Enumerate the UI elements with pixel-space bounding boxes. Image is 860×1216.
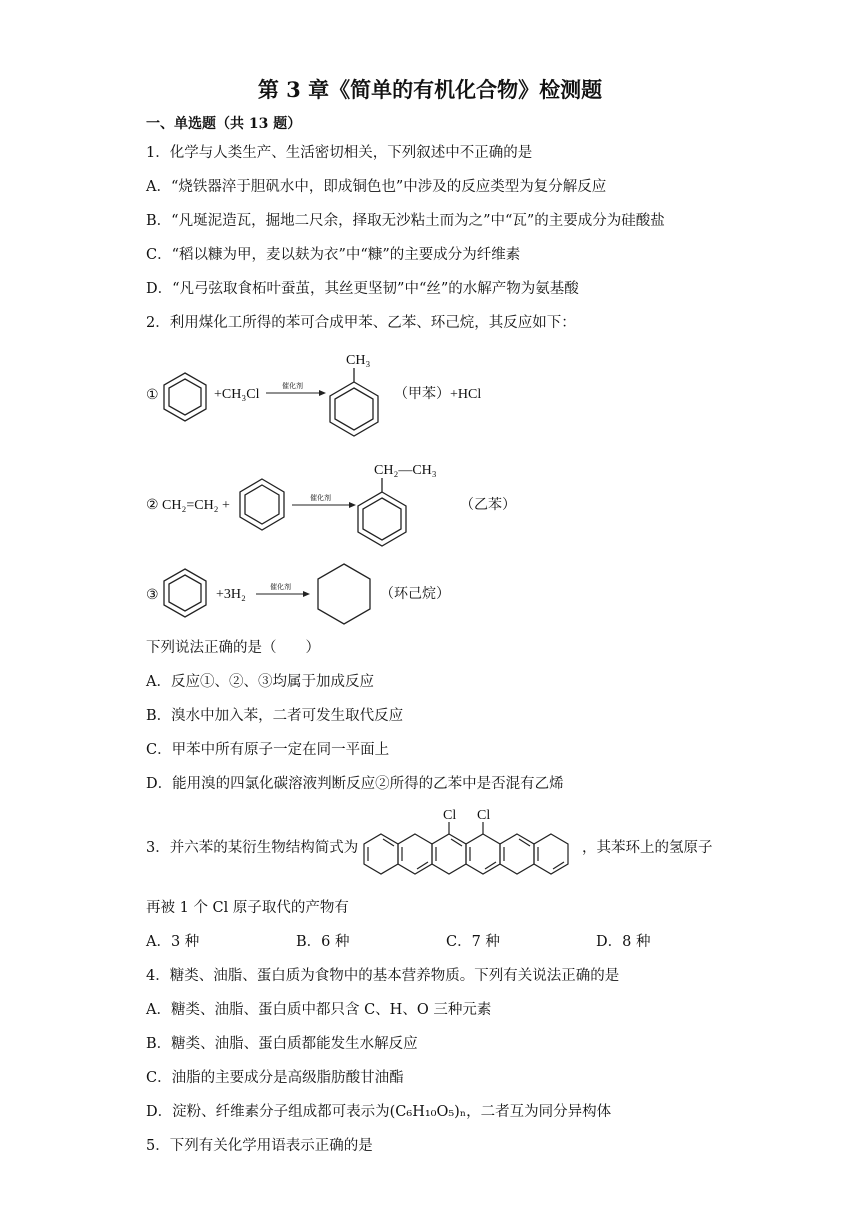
reaction-3-reagent: +3H₂ <box>216 587 246 602</box>
catalyst-label: 催化剂 <box>270 583 291 591</box>
q4-option-b: B．糖类、油脂、蛋白质都能发生水解反应 <box>146 1036 418 1052</box>
q3-stem-part2: ，其苯环上的氢原子 <box>582 840 713 856</box>
q2-option-d: D．能用溴的四氯化碳溶液判断反应②所得的乙苯中是否混有乙烯 <box>146 776 564 792</box>
page-title: 第 3 章《简单的有机化合物》检测题 <box>257 77 603 102</box>
q4-option-c: C．油脂的主要成分是高级脂肪酸甘油酯 <box>146 1070 404 1086</box>
q3-option-a: A．3 种 <box>146 934 200 950</box>
reaction-3-product: （环己烷） <box>380 587 450 602</box>
q4-stem: 4．糖类、油脂、蛋白质为食物中的基本营养物质。下列有关说法正确的是 <box>146 968 620 984</box>
benzene-ring-icon <box>164 373 206 421</box>
q1-option-b: B．“凡埏泥造瓦，掘地二尺余，择取无沙粘土而为之”中“瓦”的主要成分为硅酸盐 <box>146 213 665 229</box>
catalyst-label: 催化剂 <box>282 382 303 390</box>
benzene-ring-icon <box>164 569 206 617</box>
q5-stem: 5．下列有关化学用语表示正确的是 <box>146 1138 373 1154</box>
reaction-1-number: ① <box>146 388 159 403</box>
hexacene-derivative-structure <box>360 806 580 878</box>
cyclohexane-ring-icon <box>318 564 370 624</box>
q2-option-a: A．反应①、②、③均属于加成反应 <box>146 674 374 690</box>
section-heading: 一、单选题（共 13 题） <box>146 116 302 132</box>
chlorine-label: Cl <box>443 808 457 823</box>
reaction-3 <box>146 564 450 624</box>
q2-option-c: C．甲苯中所有原子一定在同一平面上 <box>146 742 390 758</box>
catalyst-label: 催化剂 <box>310 494 331 502</box>
q1-option-d: D．“凡弓弦取食柘叶蚕茧，其丝更坚韧”中“丝”的水解产物为氨基酸 <box>146 281 579 297</box>
q1-stem: 1．化学与人类生产、生活密切相关，下列叙述中不正确的是 <box>146 145 533 161</box>
q3-option-b: B．6 种 <box>296 934 350 950</box>
reaction-1-product: （甲苯）+HCl <box>394 387 482 402</box>
reaction-2-reagent: CH₂=CH₂ + <box>162 498 230 513</box>
chlorine-label: Cl <box>477 808 491 823</box>
benzene-ring-icon <box>240 479 284 530</box>
q1-option-a: A．“烧铁器淬于胆矾水中，即成铜色也”中涉及的反应类型为复分解反应 <box>146 179 607 195</box>
q3-option-c: C．7 种 <box>446 934 500 950</box>
q3-stem-part1: 3．并六苯的某衍生物结构简式为 <box>146 840 359 856</box>
q2-question: 下列说法正确的是（ ） <box>146 640 320 656</box>
q1-option-c: C．“稻以糠为甲，麦以麸为衣”中“糠”的主要成分为纤维素 <box>146 247 521 263</box>
reaction-1-reagent: +CH₃Cl <box>214 387 260 402</box>
q3-stem-part3: 再被 1 个 Cl 原子取代的产物有 <box>146 900 349 916</box>
ethyl-chain: CH₂—CH₃ <box>374 463 437 478</box>
toluene-ring-icon <box>330 382 378 436</box>
reaction-2-product: （乙苯） <box>460 498 516 513</box>
ethylbenzene-ring-icon <box>358 492 406 546</box>
q2-reaction-schemes <box>0 340 860 635</box>
q2-option-b: B．溴水中加入苯，二者可发生取代反应 <box>146 708 404 724</box>
reaction-3-number: ③ <box>146 588 159 603</box>
reaction-2-number: ② <box>146 498 159 513</box>
toluene-methyl: CH₃ <box>346 353 371 368</box>
q4-option-d: D．淀粉、纤维素分子组成都可表示为(C₆H₁₀O₅)ₙ，二者互为同分异构体 <box>146 1104 612 1120</box>
fused-rings-icon <box>364 822 568 874</box>
q4-option-a: A．糖类、油脂、蛋白质中都只含 C、H、O 三种元素 <box>146 1002 492 1018</box>
q3-option-d: D．8 种 <box>596 934 651 950</box>
reaction-2 <box>146 463 516 546</box>
q2-stem: 2．利用煤化工所得的苯可合成甲苯、乙苯、环己烷，其反应如下： <box>146 315 576 331</box>
reaction-1 <box>146 353 481 436</box>
